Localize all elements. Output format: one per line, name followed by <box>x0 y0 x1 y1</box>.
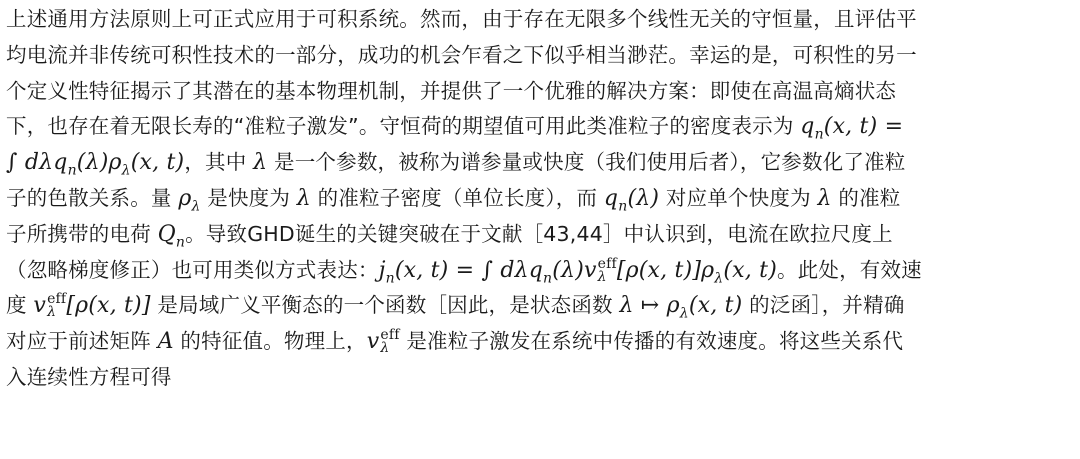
math-subscript: λ <box>191 198 201 215</box>
paragraph-line <box>6 2 1080 38</box>
paragraph-line <box>6 74 1080 110</box>
paragraph-line <box>6 217 1080 253</box>
paragraph-line <box>6 360 1080 396</box>
text-run: 的特征值。物理上， <box>173 329 367 354</box>
paragraph-line <box>6 181 1080 217</box>
math-expression: (x, t) <box>723 257 777 283</box>
math-subscript: λ <box>380 340 390 357</box>
text-run: 入连续性方程可得 <box>6 364 172 389</box>
math-subscript: λ <box>121 162 131 179</box>
math-expression: (x, t) = ∫ dλq <box>394 257 544 283</box>
math-symbol: v <box>366 329 380 355</box>
math-expression: (x, t) = <box>823 114 904 140</box>
math-symbol: v <box>33 293 47 319</box>
math-subscript: n <box>385 269 395 286</box>
text-run: 均电流并非传统可积性技术的一部分，成功的机会乍看之下似乎相当渺茫。幸运的是，可积性的另一 <box>6 42 917 67</box>
paragraph-line <box>6 324 1080 360</box>
math-subscript: λ <box>597 268 607 285</box>
math-symbol: λ <box>253 150 268 176</box>
text-run: 是局域广义平衡态的一个函数［因此，是状态函数 <box>150 293 620 318</box>
math-subscript: n <box>618 198 628 215</box>
math-inline <box>157 221 186 251</box>
math-expression: λ ↦ ρ <box>619 293 680 319</box>
paragraph-line <box>6 145 1080 181</box>
text-run: 的准粒 <box>831 185 901 210</box>
text-run: 是准粒子激发在系统中传播的有效速度。将这些关系代 <box>399 329 904 354</box>
math-subscript: n <box>175 234 186 251</box>
math-symbol: q <box>800 114 815 140</box>
text-run: 。此处，有效速 <box>776 257 922 282</box>
text-run: 是快度为 <box>200 185 297 210</box>
text-run: 的准粒子密度（单位长度），而 <box>310 185 604 210</box>
math-subscript: n <box>814 126 824 143</box>
paragraph-line <box>6 288 1080 324</box>
text-run: 子的色散关系。量 <box>6 185 179 210</box>
text-run: 上述通用方法原则上可正式应用于可积系统。然而，由于存在无限多个线性无关的守恒量，且评估平 <box>6 7 917 31</box>
math-expression: (x, t) <box>688 293 743 319</box>
math-inline <box>619 293 743 322</box>
math-symbol: q <box>603 185 619 211</box>
math-subscript: n <box>543 269 553 286</box>
text-run: 是一个参数，被称为谱参量或快度（我们使用后者），它参数化了准粒 <box>267 150 906 175</box>
math-expression: (λ)v <box>552 257 597 283</box>
math-inline <box>366 327 400 357</box>
math-inline <box>603 185 660 215</box>
math-supsub <box>597 255 617 285</box>
paragraph-line <box>6 253 1080 289</box>
math-subscript: λ <box>47 304 57 321</box>
math-symbol: ρ <box>178 185 192 211</box>
math-subscript: n <box>67 162 77 179</box>
text-run: 的泛函］，并精确 <box>742 293 905 318</box>
text-run: 下，也存在着无限长寿的“准粒子激发”。守恒荷的期望值可用此类准粒子的密度表示为 <box>6 114 801 139</box>
paragraph-line <box>6 38 1080 74</box>
math-superscript: eff <box>597 255 617 272</box>
math-superscript: eff <box>47 291 67 308</box>
math-inline <box>800 114 904 143</box>
math-expression: [ρ(x, t)]ρ <box>616 257 715 283</box>
text-run: 对应于前述矩阵 <box>6 329 158 354</box>
math-inline <box>33 291 151 321</box>
math-subscript: λ <box>679 305 689 322</box>
math-supsub <box>380 329 399 355</box>
math-expression: [ρ(x, t)] <box>66 293 151 319</box>
text-run: 度 <box>6 293 34 318</box>
math-subscript: λ <box>714 269 724 286</box>
math-inline <box>6 150 185 179</box>
math-symbol: Q <box>157 221 176 247</box>
math-symbol: A <box>157 329 174 355</box>
math-symbol: λ <box>296 185 311 211</box>
text-run: 对应单个快度为 <box>659 185 818 210</box>
text-run: 。导致GHD诞生的关键突破在于文献［43,44］中认识到，电流在欧拉尺度上 <box>185 221 893 246</box>
math-superscript: eff <box>380 327 400 344</box>
text-run: 个定义性特征揭示了其潜在的基本物理机制，并提供了一个优雅的解决方案：即使在高温高熵状态 <box>6 78 897 103</box>
math-expression: ∫ dλq <box>6 150 68 176</box>
math-symbol: λ <box>817 185 832 211</box>
math-inline <box>178 185 201 215</box>
text-run: 子所携带的电荷 <box>6 221 158 246</box>
text-run: ，其中 <box>184 150 254 175</box>
math-symbol: j <box>378 257 386 283</box>
math-expression: (λ)ρ <box>76 150 122 176</box>
math-expression: (x, t) <box>130 150 185 176</box>
text-run: （忽略梯度修正）也可用类似方式表达： <box>6 257 379 282</box>
math-expression: (λ) <box>627 185 660 211</box>
paragraph-line <box>6 109 1080 145</box>
math-supsub <box>47 293 66 319</box>
math-inline <box>378 255 777 286</box>
